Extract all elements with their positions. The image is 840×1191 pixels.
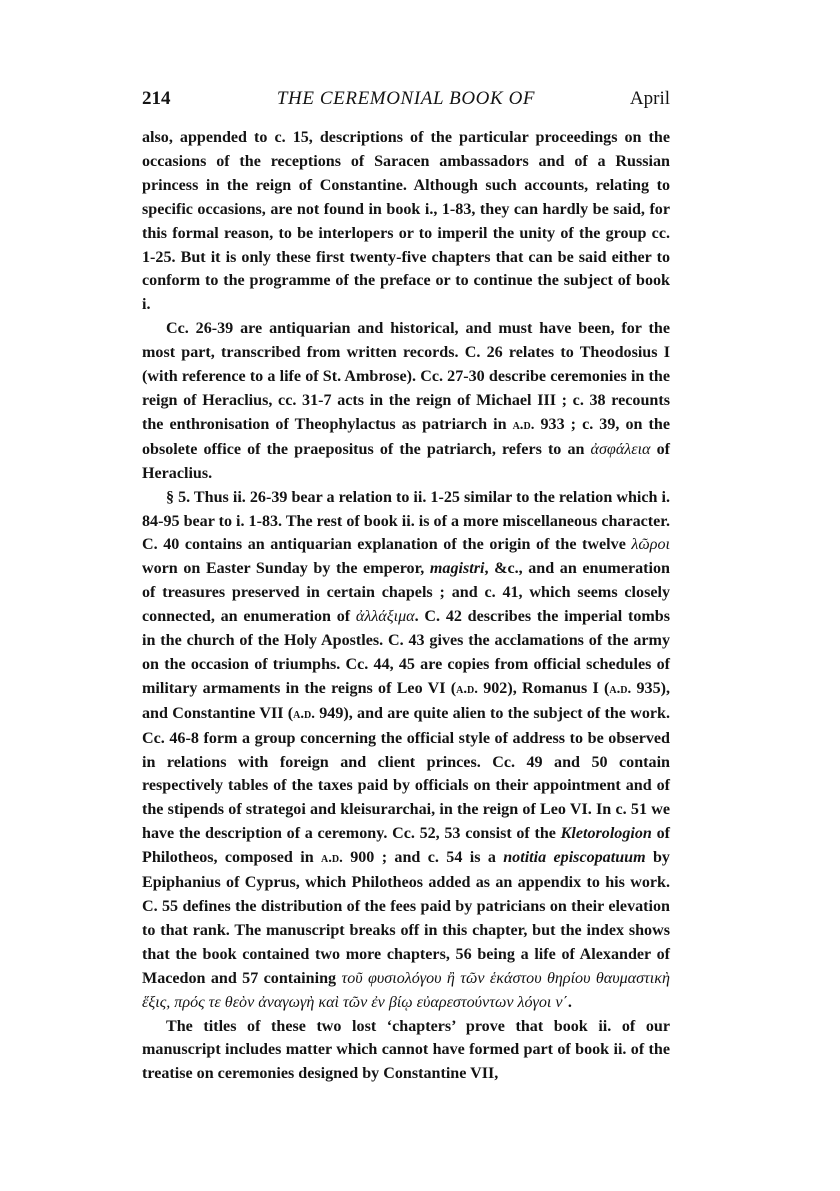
greek-quotation: τοῦ φυσιολόγου ἢ τῶν ἑκάστου θηρίου θαυμαστικὴ ἕξις, πρός τε θεὸν ἀναγωγὴ καὶ τῶν ἐν βίῳ εὐαρεστούντων λόγοι ν΄ (142, 969, 670, 1011)
paragraph-continuation (142, 126, 670, 317)
text-run: of Philotheos, composed in (142, 825, 670, 867)
era-abbreviation: a.d. (512, 416, 535, 433)
era-abbreviation: a.d. (456, 680, 478, 697)
paragraph-section-5 (142, 486, 670, 1015)
book-page (142, 86, 670, 1086)
text-run: , &c., and an enumeration of treasures preserved in certain chapels ; and c. 41, which seems closely connected, an enumeration of (142, 560, 670, 626)
greek-term: ἀσφάλεια (590, 440, 651, 458)
italic-term: magistri (429, 560, 485, 578)
running-title: THE CEREMONIAL BOOK OF (276, 88, 536, 109)
text-run: 933 ; c. 39, on the obsolete office of the praepositus of the patriarch, refers to an (142, 415, 670, 458)
era-abbreviation: a.d. (609, 680, 632, 697)
paragraph-lost-chapters (142, 1015, 670, 1087)
body-text (142, 126, 670, 1086)
text-run: also, appended to c. 15, descriptions of the particular proceedings on the occasions of the receptions of Saracen ambassadors and of a Russian princess in the reign of Constantine. Although such accounts, relating to specific occasions, are not found in book i., 1-83, they can hardly be said, for this formal reason, to be interlopers or to imperil the unity of the group cc. 1-25. But it is only these first twenty-five chapters that can be said either to conform to the programme of the preface or to continue the subject of book i. (142, 129, 670, 314)
text-run: 900 ; and c. 54 is a (342, 849, 504, 867)
text-run: of Heraclius. (142, 440, 670, 482)
greek-term: ἀλλάξιμα (355, 608, 415, 626)
greek-term: λῶροι (631, 536, 670, 554)
text-run: 902), Romanus I ( (477, 679, 610, 697)
text-run: 949), and are quite alien to the subject of the work. Cc. 46-8 form a group concerning the official style of address to be observed in relations with foreign and client princes. Cc. 49 and 50 contain respectively tables of the taxes paid by officials on their appointment and of the stipends of strategoi and kleisurarchai, in the reign of Leo VI. In c. 51 we have the description of a ceremony. Cc. 52, 53 consist of the (142, 704, 671, 843)
text-run: § 5. Thus ii. 26-39 bear a relation to ii. 1-25 similar to the relation which i. 84-95 bear to i. 1-83. The rest of book ii. is of a more miscellaneous character. C. 40 contains an antiquarian explanation of the origin of the twelve (142, 488, 670, 554)
paragraph-antiquarian-chapters (142, 317, 670, 485)
era-abbreviation: a.d. (321, 850, 343, 867)
page-number: 214 (142, 88, 171, 109)
text-run: The titles of these two lost ‘chapters’ prove that book ii. of our manuscript includes matter which cannot have formed part of book ii. of the treatise on ceremonies designed by Constantine VII, (142, 1017, 670, 1083)
running-month: April (629, 88, 670, 109)
text-run: . (567, 993, 572, 1011)
text-run: . C. 42 describes the imperial tombs in the church of the Holy Apostles. C. 43 gives the acclamations of the army on the occasion of triumphs. Cc. 44, 45 are copies from official schedules of military armaments in the reigns of Leo VI ( (142, 608, 670, 697)
text-run: Cc. 26-39 are antiquarian and historical, and must have been, for the most part, transcribed from written records. C. 26 relates to Theodosius I (with reference to a life of St. Ambrose). Cc. 27-30 describe ceremonies in the reign of Heraclius, cc. 31-7 acts in the reign of Michael III ; c. 38 recounts the enthronisation of Theophylactus as patriarch in (142, 320, 670, 433)
text-run: 935), and Constantine VII ( (142, 679, 671, 722)
text-run: by Epiphanius of Cyprus, which Philotheos added as an appendix to his work. C. 55 defines the distribution of the fees paid by patricians on their elevation to that rank. The manuscript breaks off in this chapter, but the index shows that the book contained two more chapters, 56 being a life of Alexander of Macedon and 57 containing (142, 849, 670, 987)
running-head (142, 86, 670, 112)
italic-term: Kletorologion (560, 825, 652, 843)
era-abbreviation: a.d. (293, 705, 315, 722)
italic-term: notitia episcopatuum (503, 849, 646, 867)
text-run: worn on Easter Sunday by the emperor, (142, 560, 430, 578)
